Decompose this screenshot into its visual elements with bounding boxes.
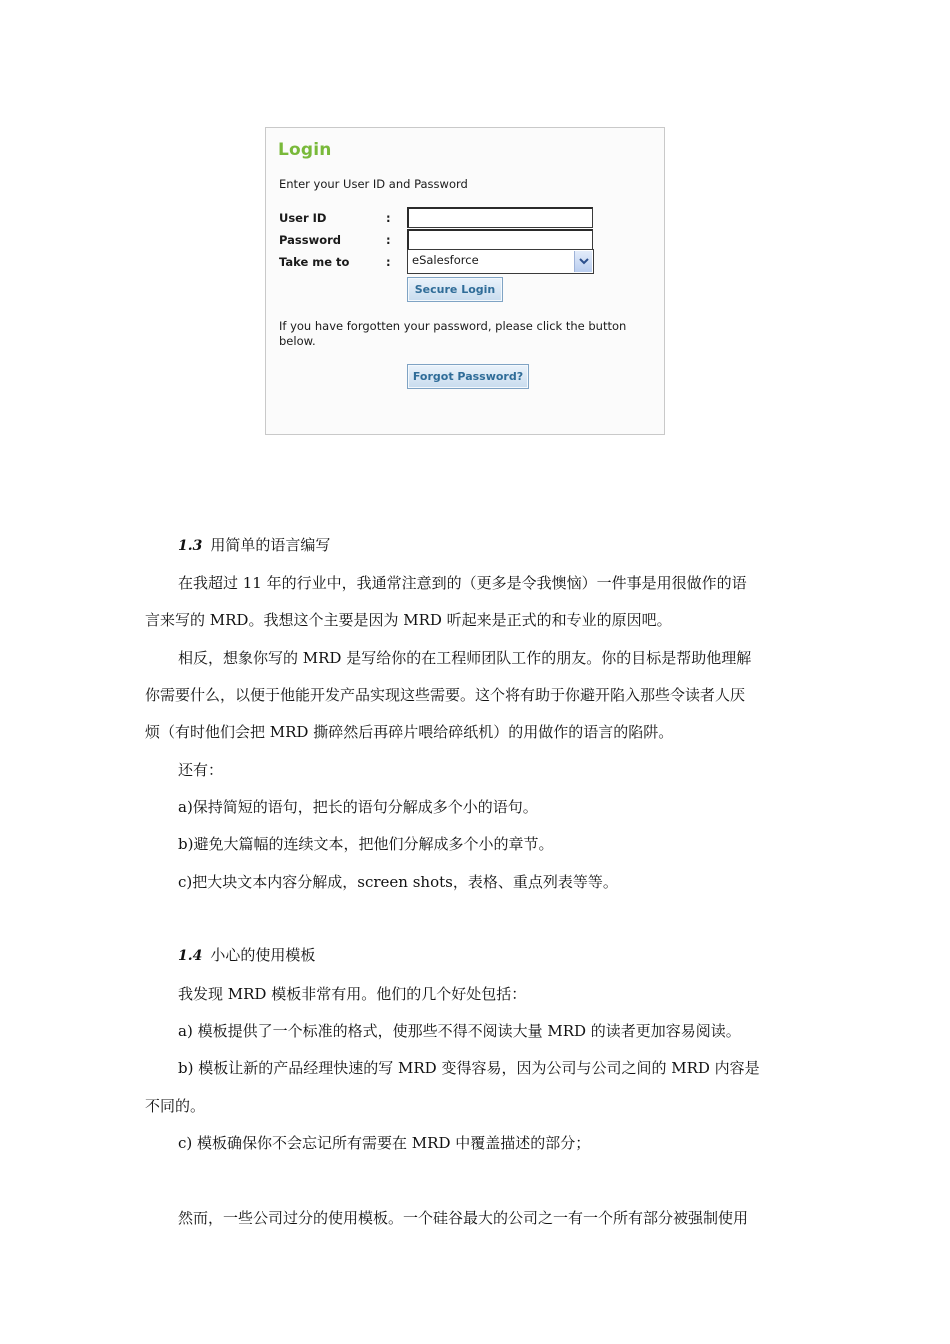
login-title: Login [278,140,332,160]
section-number: 1.4 [178,948,203,964]
list-item: a)保持简短的语句，把长的语句分解成多个小的语句。 [178,798,538,816]
section-heading-1-3 [178,535,330,556]
login-subtitle: Enter your User ID and Password [279,177,468,191]
paragraph-line: 在我超过 11 年的行业中，我通常注意到的（更多是令我懊恼）一件事是用很做作的语 [178,574,747,592]
password-label: Password [279,233,341,247]
list-item: c) 模板确保你不会忘记所有需要在 MRD 中覆盖描述的部分； [178,1134,591,1152]
paragraph-line: 相反，想象你写的 MRD 是写给你的在工程师团队工作的朋友。你的目标是帮助他理解 [178,649,752,667]
user-id-input[interactable] [407,207,593,228]
take-me-to-label: Take me to [279,255,350,269]
list-item: 不同的。 [145,1097,206,1115]
forgot-password-button[interactable]: Forgot Password? [407,364,529,389]
section-title: 小心的使用模板 [210,946,316,964]
take-me-to-selected-value: eSalesforce [412,253,479,267]
list-item: b)避免大篇幅的连续文本，把他们分解成多个小的章节。 [178,835,554,853]
section-heading-1-4 [178,945,315,966]
password-colon: : [386,233,391,247]
paragraph-line: 你需要什么，以便于他能开发产品实现这些需要。这个将有助于你避开陷入那些令读者人厌 [145,686,746,704]
login-panel [265,127,665,435]
section-title: 用简单的语言编写 [210,536,331,554]
list-item: b) 模板让新的产品经理快速的写 MRD 变得容易，因为公司与公司之间的 MRD 内容是 [178,1059,760,1077]
paragraph-line: 我发现 MRD 模板非常有用。他们的几个好处包括： [178,985,527,1003]
password-input[interactable] [407,229,593,250]
paragraph-line: 言来写的 MRD。我想这个主要是因为 MRD 听起来是正式的和专业的原因吧。 [145,611,672,629]
paragraph-line: 烦（有时他们会把 MRD 撕碎然后再碎片喂给碎纸机）的用做作的语言的陷阱。 [145,723,674,741]
take-me-to-select[interactable] [407,249,594,274]
chevron-down-icon[interactable] [574,251,592,272]
forgot-password-note: If you have forgotten your password, please click the button below. [279,319,627,348]
user-id-label: User ID [279,211,327,225]
secure-login-button[interactable]: Secure Login [407,277,503,302]
take-me-to-colon: : [386,255,391,269]
list-item: a) 模板提供了一个标准的格式，使那些不得不阅读大量 MRD 的读者更加容易阅读。 [178,1022,741,1040]
section-number: 1.3 [178,538,203,554]
paragraph-line: 还有： [178,761,224,779]
paragraph-line: 然而，一些公司过分的使用模板。一个硅谷最大的公司之一有一个所有部分被强制使用 [178,1209,749,1227]
user-id-colon: : [386,211,391,225]
list-item: c)把大块文本内容分解成，screen shots，表格、重点列表等等。 [178,873,618,891]
